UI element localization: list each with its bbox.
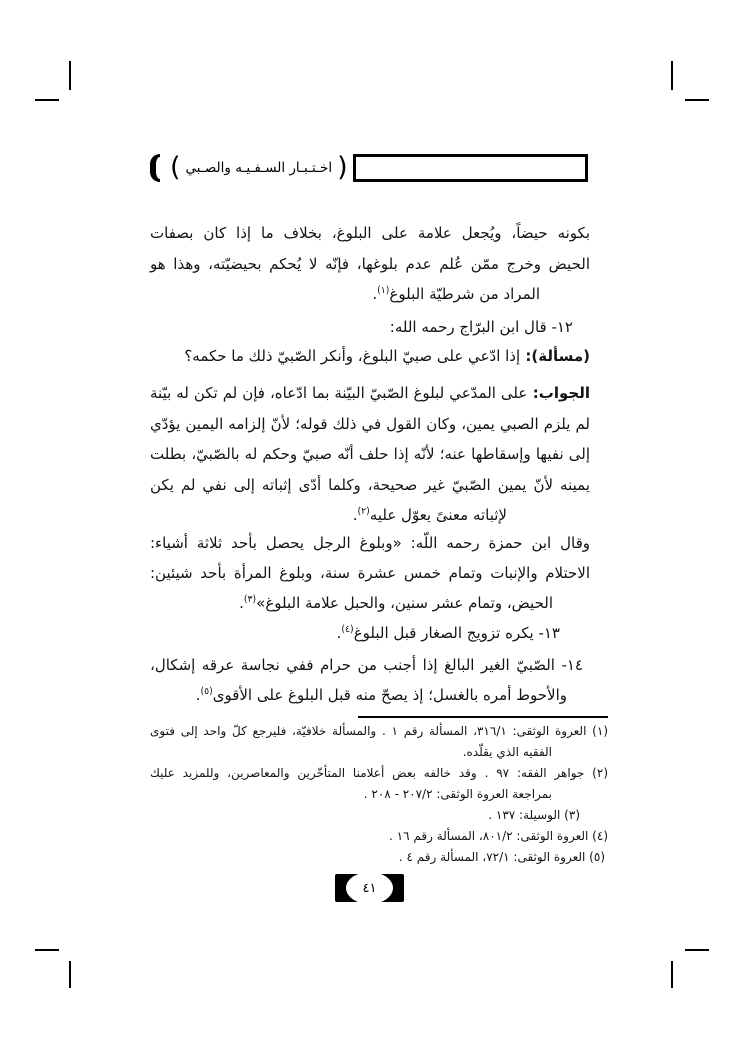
page-number-oval bbox=[346, 872, 393, 904]
footnote-line: (١) العروة الوثقى: ٣١٦/١، المسألة رقم ١ . والمسألة خلافيّة، فليرجع كلّ واحد إلى فتوى bbox=[150, 724, 608, 738]
body-line: والأحوط أمره بالغسل؛ إذ يصحّ منه قبل البلوغ على الأقوى$^{(٥)}$. bbox=[195, 686, 567, 704]
body-line: الحيض وخرج ممّن عُلم عدم بلوغها، فإنّه لا يُحكم بحيضيّته، وهذا هو bbox=[150, 255, 590, 273]
footnote-line: (٥) العروة الوثقى: ٧٢/١، المسألة رقم ٤ . bbox=[398, 850, 605, 864]
body-line: الاحتلام والإنبات وتمام خمس عشرة سنة، وبلوغ المرأة بأحد شيئين: bbox=[150, 564, 590, 582]
crop-mark-bottom-right-vertical bbox=[671, 961, 673, 988]
crop-mark-top-left-vertical bbox=[69, 61, 71, 90]
crop-mark-bottom-left-horizontal bbox=[35, 949, 59, 951]
body-line: لم يلزم الصبي يمين، وكان القول في ذلك قوله؛ لأنّ إلزامه اليمين يؤدّي bbox=[150, 415, 590, 433]
footnote-line: (٢) جواهر الفقه: ٩٧ . وقد خالفه بعض أعلامنا المتأخّرين والمعاصرين، وللمزيد عليك bbox=[150, 766, 608, 780]
page-number-badge bbox=[335, 874, 404, 902]
footnote-line: الفقيه الذي يقلّده. bbox=[462, 745, 552, 759]
body-line: لإثباته معنىً يعوّل عليه$^{(٢)}$. bbox=[352, 506, 507, 524]
footnote-line: بمراجعة العروة الوثقى: ٢٠٧/٢ - ٢٠٨ . bbox=[363, 787, 552, 801]
masala-text: إذا ادّعي على صبيّ البلوغ، وأنكر الصّبيّ ذلك ما حكمه؟ bbox=[184, 347, 521, 365]
chapter-title: اخـتـبـار السـفـيـه والصـبي bbox=[185, 160, 333, 176]
body-line: وقال ابن حمزة رحمه اللّه: «وبلوغ الرجل يحصل بأحد ثلاثة أشياء: bbox=[150, 534, 590, 552]
crop-mark-bottom-right-horizontal bbox=[685, 949, 709, 951]
body-line: إلى نفيها وإسقاطها عنه؛ لأنّه إذا حلف أنّه صبيّ وحكم له بالصّبيّ، بطلت bbox=[150, 445, 590, 463]
masala-label: (مسألة): bbox=[520, 347, 590, 365]
page-number: ٤١ bbox=[362, 880, 377, 896]
body-line-masala bbox=[150, 345, 590, 368]
body-line: المراد من شرطيّة البلوغ$^{(١)}$. bbox=[372, 285, 540, 303]
body-line: الحيض، وتمام عشر سنين، والحبل علامة البلوغ»$^{(٣)}$. bbox=[239, 594, 553, 612]
body-line: بكونه حيضاً، ويُجعل علامة على البلوغ، بخلاف ما إذا كان بصفات bbox=[150, 224, 590, 242]
footnote-line: (٤) العروة الوثقى: ٨٠١/٢، المسألة رقم ١٦ . bbox=[389, 829, 608, 843]
crop-mark-top-right-horizontal bbox=[685, 99, 709, 101]
header-end-bracket-icon bbox=[150, 154, 160, 182]
body-line-item-14: ١٤- الصّبيّ الغير البالغ إذا أجنب من حرام ففي نجاسة عرقه إشكال، bbox=[150, 656, 583, 674]
header-rule-box bbox=[353, 154, 588, 182]
crop-mark-top-right-vertical bbox=[671, 61, 673, 90]
body-line-item-13: ١٣- يكره تزويج الصغار قبل البلوغ$^{(٤)}$. bbox=[336, 624, 560, 642]
crop-mark-top-left-horizontal bbox=[35, 99, 59, 101]
jawab-label: الجواب: bbox=[527, 384, 590, 402]
footnote-line: (٣) الوسيلة: ١٣٧ . bbox=[488, 808, 580, 822]
jawab-text: على المدّعي لبلوغ الصّبيّ البيّنة بما ادّعاه، فإن لم تكن له بيّنة bbox=[150, 384, 528, 402]
header-open-paren: ( bbox=[170, 152, 181, 183]
body-line-jawab bbox=[150, 382, 590, 405]
crop-mark-bottom-left-vertical bbox=[69, 961, 71, 988]
header-close-paren: ) bbox=[337, 152, 348, 183]
chapter-header bbox=[150, 154, 588, 182]
footnote-separator-rule bbox=[358, 716, 608, 718]
body-line: يمينه لأنّ يمين الصّبيّ غير صحيحة، وكلما أدّى إثباته إلى نفي لم يكن bbox=[150, 476, 590, 494]
body-line-item-12: ١٢- قال ابن البرّاج رحمه الله: bbox=[389, 318, 573, 336]
